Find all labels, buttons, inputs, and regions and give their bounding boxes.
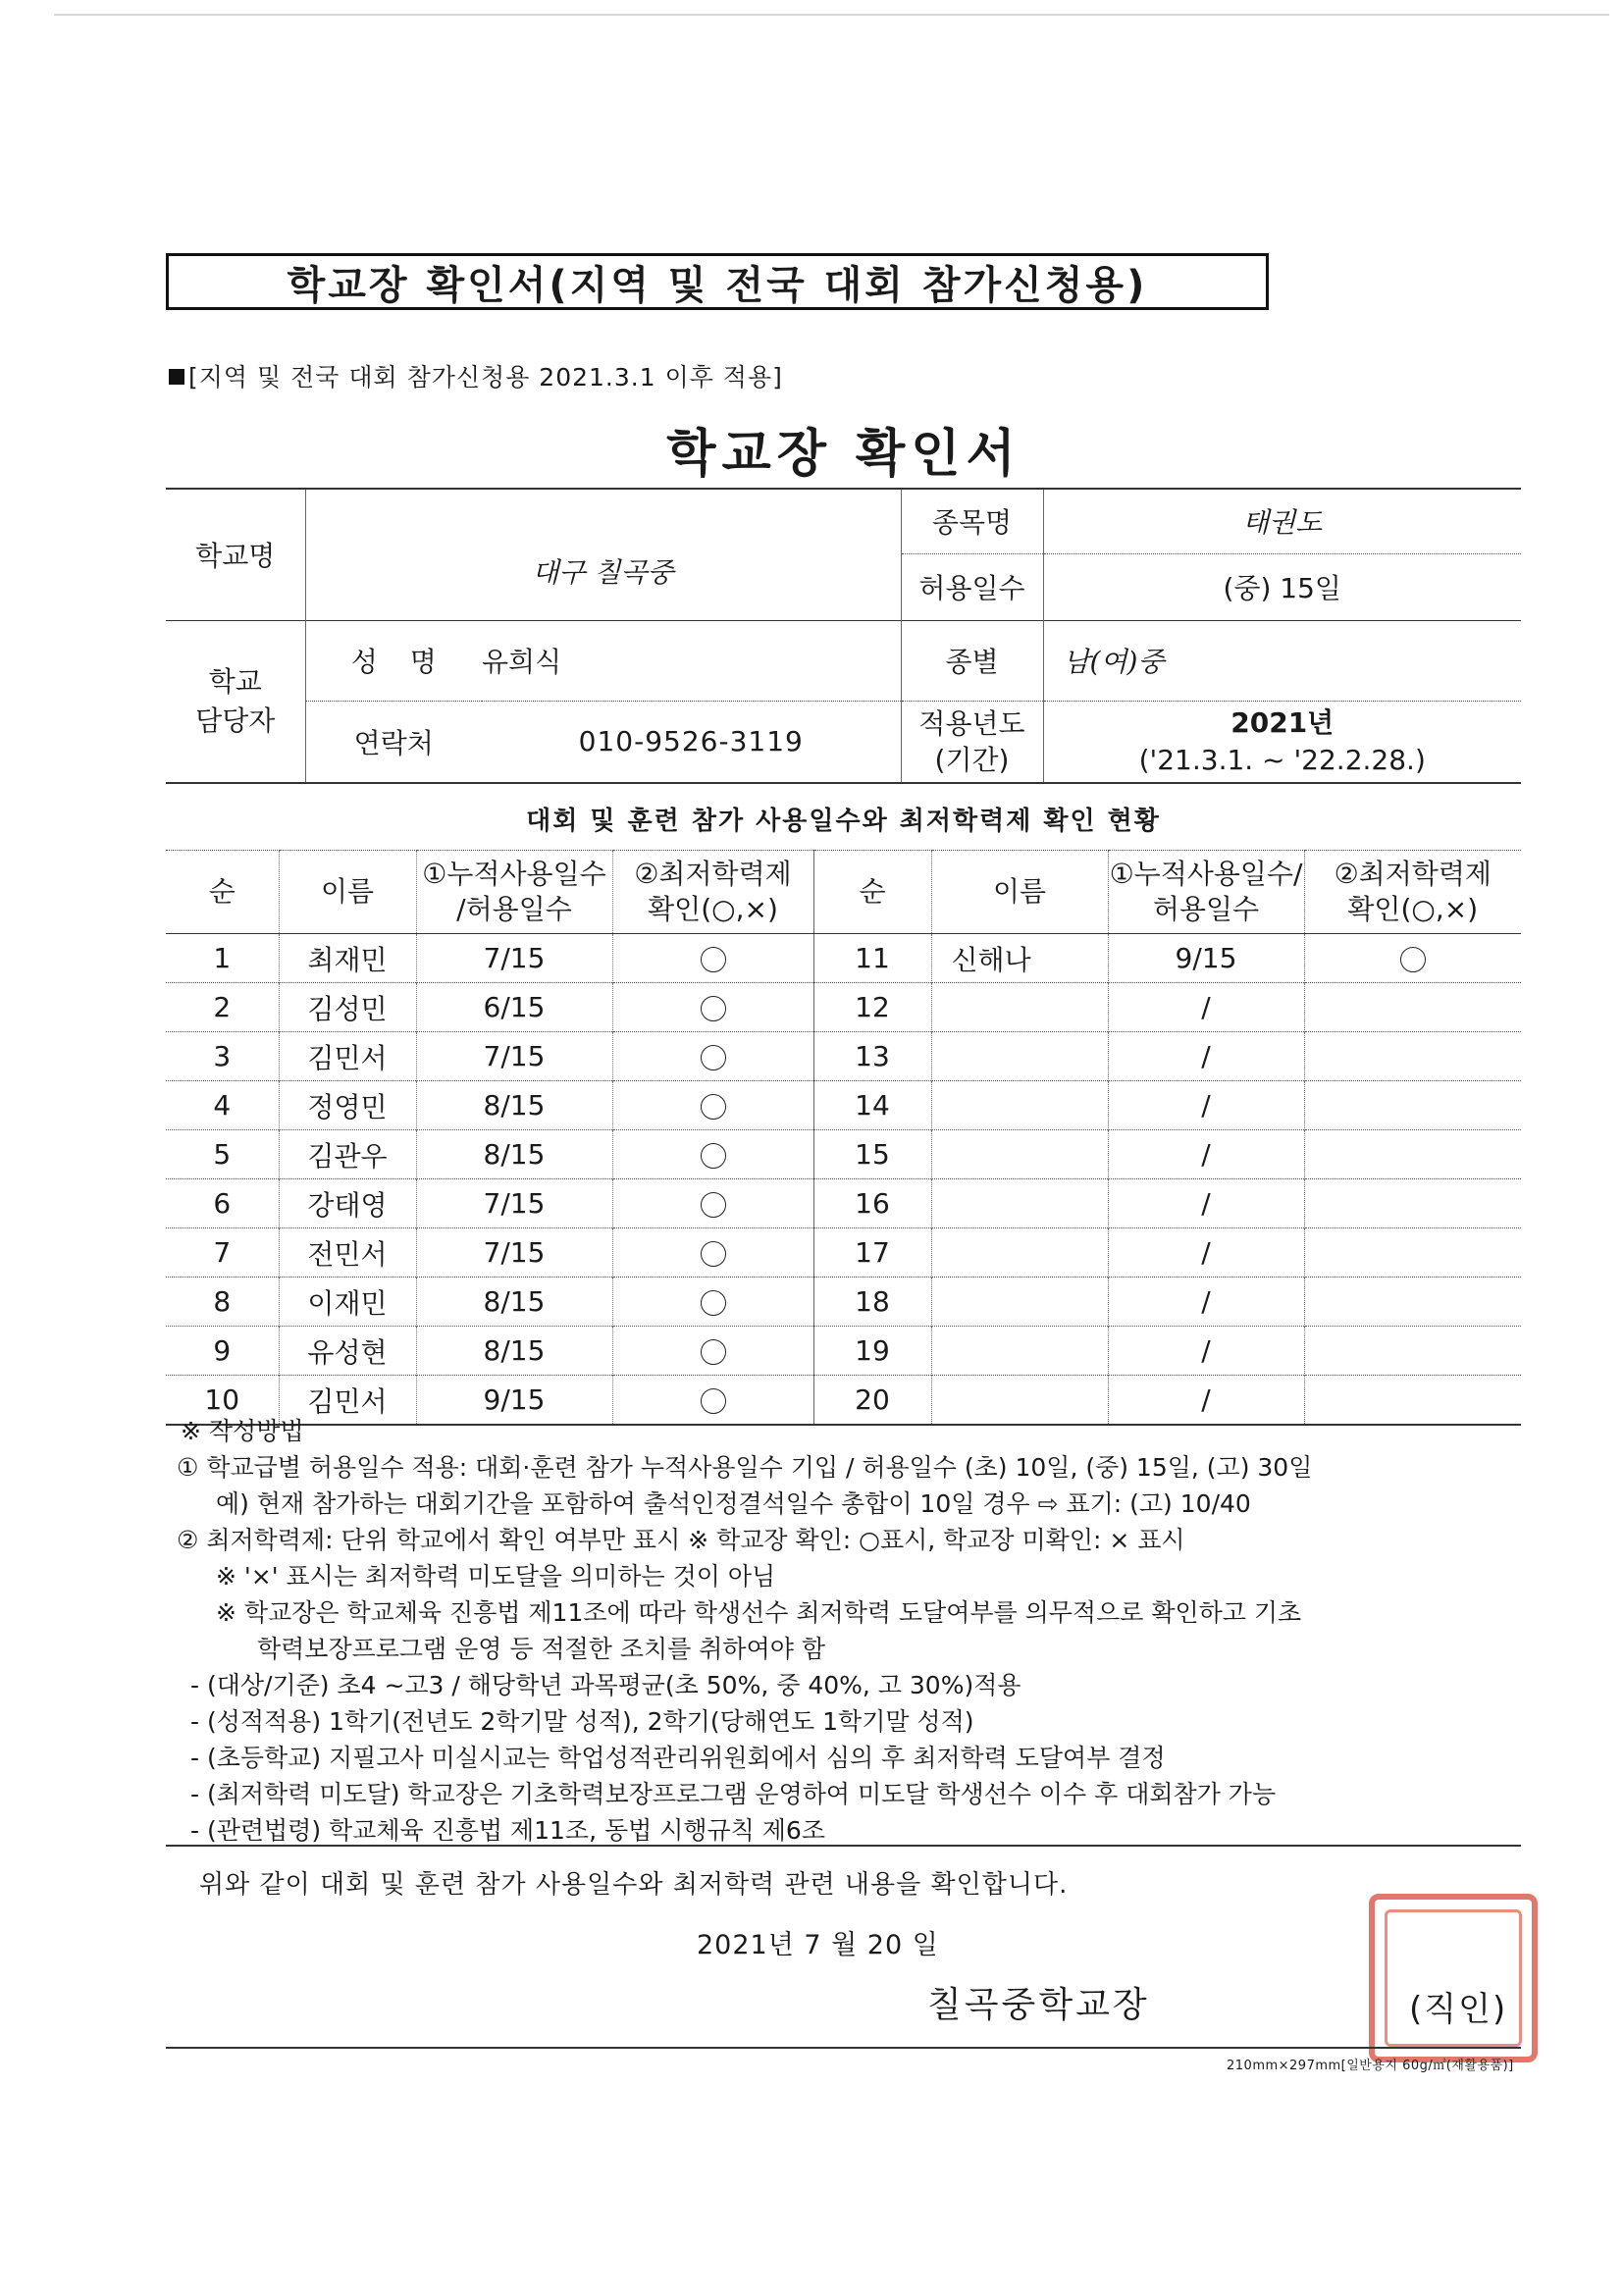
row-no: 4 [166, 1081, 279, 1130]
square-bullet-icon [169, 369, 184, 385]
top-border-line [54, 14, 1609, 16]
row-days: 8/15 [416, 1327, 612, 1376]
table-row [166, 1032, 1521, 1081]
row-check [612, 1327, 813, 1376]
row-name: 김민서 [279, 1376, 416, 1426]
table-row [166, 1179, 1521, 1228]
header-check-right: ②최저학력제 확인(○,×) [1304, 851, 1521, 934]
row-days: / [1108, 1081, 1304, 1130]
instructions [177, 1413, 1531, 1849]
row-name [931, 1179, 1108, 1228]
row-name [931, 1130, 1108, 1179]
row-name: 유성현 [279, 1327, 416, 1376]
name-value: 유희식 [482, 620, 901, 701]
note-detail-3: - (초등학교) 지필고사 미실시교는 학업성적관리위원회에서 심의 후 최저학력 도달여부 결정 [190, 1744, 1166, 1772]
sport-value: 태권도 [1043, 489, 1521, 553]
row-name: 김민서 [279, 1032, 416, 1081]
row-no: 16 [813, 1179, 931, 1228]
circle-mark-icon [701, 947, 726, 972]
table-row [166, 1081, 1521, 1130]
circle-mark-icon [701, 1241, 726, 1267]
row-no: 15 [813, 1130, 931, 1179]
gender-value: 남(여)중 [1043, 620, 1521, 701]
page-title: 학교장 확인서 [666, 425, 1021, 484]
row-no: 5 [166, 1130, 279, 1179]
note-2: ② 최저학력제: 단위 학교에서 확인 여부만 표시 ※ 학교장 확인: ○표시, 학교장 미확인: × 표시 [177, 1526, 1185, 1554]
seal-label: (직인) [1409, 1990, 1508, 2029]
year-cell [1043, 701, 1521, 783]
circle-mark-icon [701, 1192, 726, 1218]
row-no: 20 [813, 1376, 931, 1426]
official-seal-stamp [1369, 1894, 1538, 2062]
table-row [166, 983, 1521, 1032]
notes-divider [166, 1845, 1521, 1847]
circle-mark-icon [701, 1290, 726, 1316]
row-name [931, 1278, 1108, 1327]
row-name: 김관우 [279, 1130, 416, 1179]
circle-mark-icon [1400, 947, 1426, 972]
contact-value: 010-9526-3119 [482, 701, 901, 783]
row-days: / [1108, 1228, 1304, 1278]
row-check [612, 1278, 813, 1327]
confirmation-text: 위와 같이 대회 및 훈련 참가 사용일수와 최저학력 관련 내용을 확인합니다. [199, 1870, 1069, 1900]
header-check-left: ②최저학력제 확인(○,×) [612, 851, 813, 934]
row-check [1304, 1228, 1521, 1278]
issue-date: 2021년 7 월 20 일 [697, 1930, 939, 1960]
row-name: 김성민 [279, 983, 416, 1032]
contact-label: 연락처 [305, 701, 482, 783]
row-days: / [1108, 1278, 1304, 1327]
row-check [612, 983, 813, 1032]
table-row [166, 1278, 1521, 1327]
row-no: 1 [166, 934, 279, 983]
gender-label: 종별 [901, 620, 1043, 701]
row-no: 3 [166, 1032, 279, 1081]
row-name: 이재민 [279, 1278, 416, 1327]
row-days: 9/15 [1108, 934, 1304, 983]
note-1a: ① 학교급별 허용일수 적용: 대회·훈련 참가 누적사용일수 기입 / 허용일수 (초) 10일, (중) 15일, (고) 30일 [177, 1453, 1313, 1482]
table-row [166, 1327, 1521, 1376]
row-check [612, 1130, 813, 1179]
note-4a: ※ 학교장은 학교체육 진흥법 제11조에 따라 학생선수 최저학력 도달여부를 의무적으로 확인하고 기초 [216, 1598, 1302, 1627]
circle-mark-icon [701, 1339, 726, 1365]
year-value: 2021년 [1230, 705, 1335, 739]
athlete-table [166, 850, 1521, 1426]
row-no: 9 [166, 1327, 279, 1376]
allowed-days-label: 허용일수 [901, 553, 1043, 620]
header-name-right: 이름 [931, 851, 1108, 934]
note-4b: 학력보장프로그램 운영 등 적절한 조치를 취하여야 함 [257, 1635, 825, 1663]
circle-mark-icon [701, 1045, 726, 1070]
name-label: 성 명 [305, 620, 482, 701]
row-no: 18 [813, 1278, 931, 1327]
row-name [931, 1081, 1108, 1130]
row-check [1304, 1081, 1521, 1130]
row-check [1304, 1327, 1521, 1376]
subheading [169, 358, 783, 393]
row-check [1304, 1032, 1521, 1081]
row-check [1304, 983, 1521, 1032]
row-name: 강태영 [279, 1179, 416, 1228]
signer-name: 칠곡중학교장 [927, 1985, 1150, 2025]
row-days: / [1108, 1327, 1304, 1376]
row-days: / [1108, 983, 1304, 1032]
sport-label: 종목명 [901, 489, 1043, 553]
row-days: 7/15 [416, 1179, 612, 1228]
header-no-left: 순 [166, 851, 279, 934]
header-name-left: 이름 [279, 851, 416, 934]
row-check [612, 1081, 813, 1130]
bottom-border-line [166, 2047, 1521, 2049]
row-days: 8/15 [416, 1081, 612, 1130]
row-name [931, 1228, 1108, 1278]
row-check [1304, 1130, 1521, 1179]
row-check [612, 1228, 813, 1278]
row-days: 8/15 [416, 1278, 612, 1327]
header-no-right: 순 [813, 851, 931, 934]
row-no: 14 [813, 1081, 931, 1130]
row-name: 전민서 [279, 1228, 416, 1278]
row-no: 12 [813, 983, 931, 1032]
section-title: 대회 및 훈련 참가 사용일수와 최저학력제 확인 현황 [526, 807, 1161, 836]
subheading-text: [지역 및 전국 대회 참가신청용 2021.3.1 이후 적용] [188, 363, 783, 391]
table-row [166, 1228, 1521, 1278]
row-name: 신해나 [931, 934, 1108, 983]
row-name [931, 983, 1108, 1032]
row-check [1304, 934, 1521, 983]
circle-mark-icon [701, 1388, 726, 1414]
school-info-table [166, 488, 1521, 784]
row-check [1304, 1278, 1521, 1327]
notes-heading: ※ 작성방법 [181, 1417, 304, 1445]
row-days: 8/15 [416, 1130, 612, 1179]
paper-spec: 210mm×297mm[일반용지 60g/㎡(재활용품)] [1227, 2059, 1514, 2073]
row-name [931, 1032, 1108, 1081]
manager-label: 학교 담당자 [166, 620, 305, 783]
row-days: / [1108, 1179, 1304, 1228]
row-no: 19 [813, 1327, 931, 1376]
row-no: 13 [813, 1032, 931, 1081]
allowed-days-value: (중) 15일 [1043, 553, 1521, 620]
row-days: 7/15 [416, 934, 612, 983]
note-3: ※ '×' 표시는 최저학력 미도달을 의미하는 것이 아님 [216, 1562, 776, 1591]
header-days-right: ①누적사용일수/ 허용일수 [1108, 851, 1304, 934]
row-days: 6/15 [416, 983, 612, 1032]
row-days: 7/15 [416, 1228, 612, 1278]
row-days: 7/15 [416, 1032, 612, 1081]
circle-mark-icon [701, 1094, 726, 1120]
school-value: 대구 칠곡중 [305, 489, 901, 620]
row-name [931, 1327, 1108, 1376]
row-days: / [1108, 1130, 1304, 1179]
note-detail-1: - (대상/기준) 초4 ~고3 / 해당학년 과목평균(초 50%, 중 40%, 고 30%)적용 [190, 1671, 1021, 1699]
note-detail-5: - (관련법령) 학교체육 진흥법 제11조, 동법 시행규칙 제6조 [190, 1816, 825, 1845]
row-no: 10 [166, 1376, 279, 1426]
row-check [612, 1179, 813, 1228]
row-days: / [1108, 1376, 1304, 1426]
document-box-title [166, 253, 1269, 310]
circle-mark-icon [701, 1143, 726, 1169]
row-check [1304, 1179, 1521, 1228]
table-row [166, 1130, 1521, 1179]
header-days-left: ①누적사용일수 /허용일수 [416, 851, 612, 934]
row-name: 정영민 [279, 1081, 416, 1130]
row-days: / [1108, 1032, 1304, 1081]
period-value: ('21.3.1. ~ '22.2.28.) [1138, 743, 1426, 776]
row-days: 9/15 [416, 1376, 612, 1426]
table-row [166, 934, 1521, 983]
box-title-text: 학교장 확인서(지역 및 전국 대회 참가신청용) [287, 262, 1148, 308]
row-name: 최재민 [279, 934, 416, 983]
circle-mark-icon [701, 996, 726, 1021]
year-label: 적용년도 (기간) [901, 701, 1043, 783]
row-no: 11 [813, 934, 931, 983]
row-check [612, 934, 813, 983]
row-no: 8 [166, 1278, 279, 1327]
note-1b: 예) 현재 참가하는 대회기간을 포함하여 출석인정결석일수 총합이 10일 경우 ⇨ 표기: (고) 10/40 [216, 1489, 1251, 1518]
row-no: 17 [813, 1228, 931, 1278]
row-no: 2 [166, 983, 279, 1032]
row-no: 7 [166, 1228, 279, 1278]
note-detail-2: - (성적적용) 1학기(전년도 2학기말 성적), 2학기(당해연도 1학기말 성적) [190, 1707, 974, 1736]
school-label: 학교명 [166, 489, 305, 620]
row-no: 6 [166, 1179, 279, 1228]
row-check [612, 1032, 813, 1081]
note-detail-4: - (최저학력 미도달) 학교장은 기초학력보장프로그램 운영하여 미도달 학생선수 이수 후 대회참가 가능 [190, 1780, 1277, 1808]
